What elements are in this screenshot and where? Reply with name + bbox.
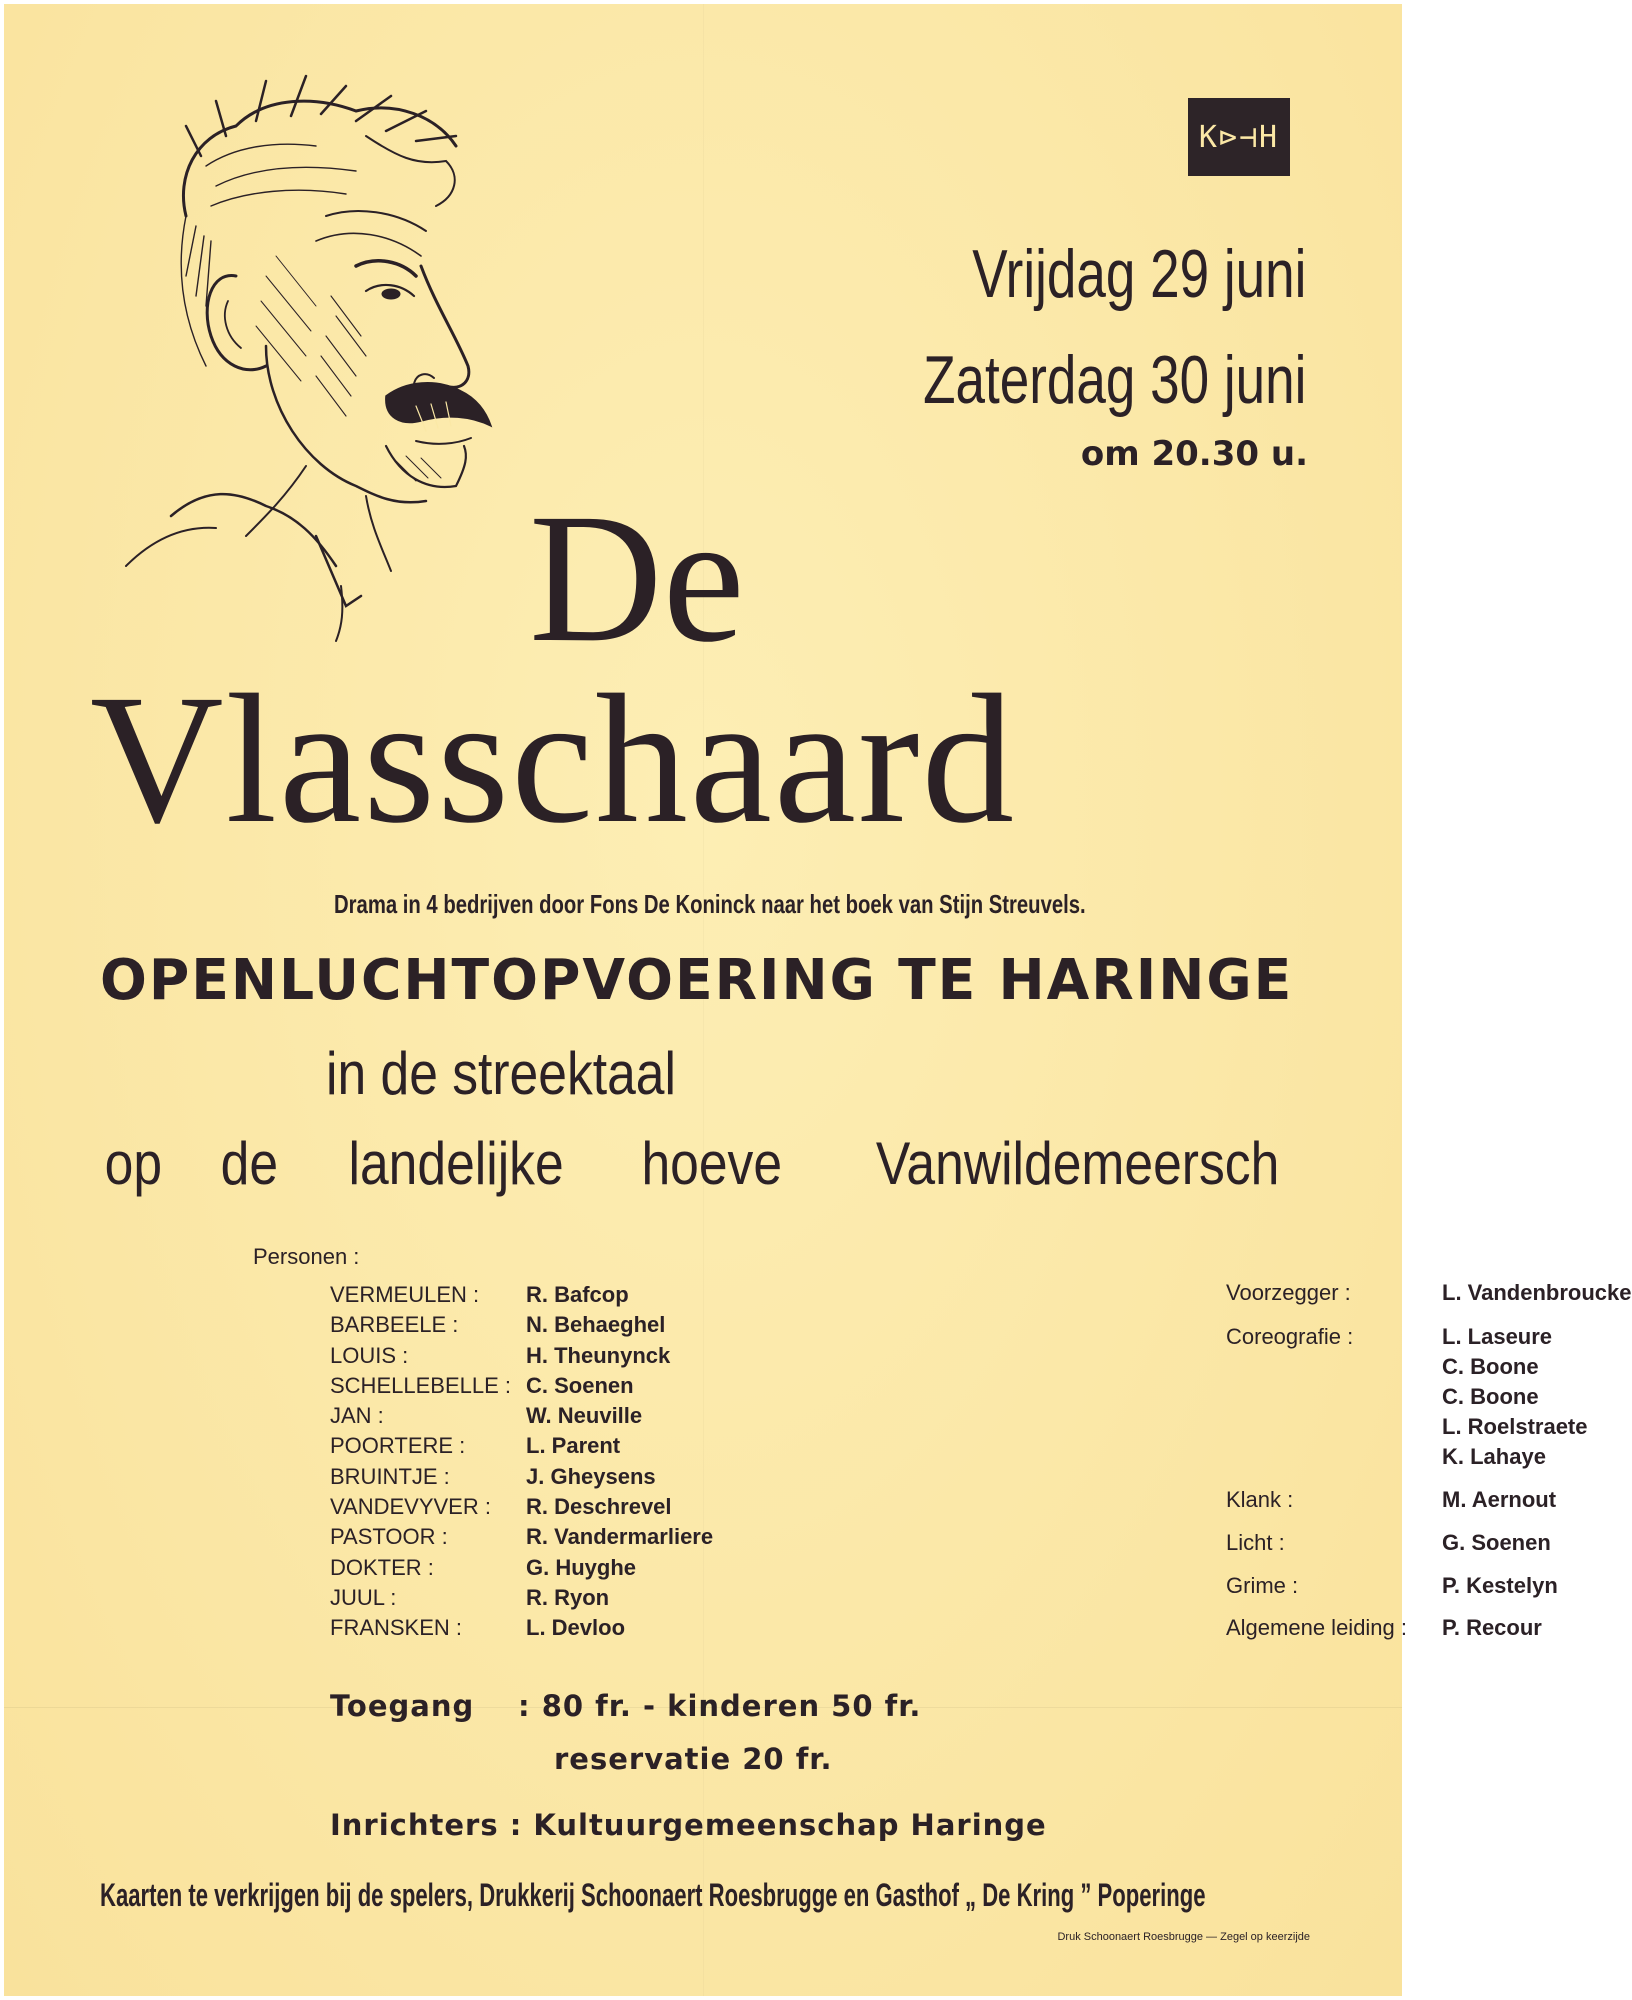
crew-coreografie-label: Coreografie :: [1226, 1324, 1354, 1349]
admission-price: : 80 fr. - kinderen 50 fr.: [518, 1689, 922, 1723]
cast-role: JAN :: [330, 1403, 384, 1429]
cast-actor: G. Huyghe: [526, 1554, 637, 1580]
cast-role: VERMEULEN :: [330, 1282, 480, 1307]
date-saturday: Zaterdag 30 juni: [922, 342, 1306, 418]
crew-voorzegger: L. Vandenbroucke: [1442, 1280, 1632, 1305]
theatre-logo: [1188, 98, 1290, 176]
location-word: hoeve: [641, 1130, 783, 1197]
crew-voorzegger-label: Voorzegger :: [1226, 1280, 1351, 1305]
cast-role: JUUL :: [330, 1584, 397, 1610]
cast-role: DOKTER :: [330, 1554, 434, 1580]
admission-label: Toegang: [330, 1689, 475, 1723]
crew-coreografie: L. Roelstraete: [1442, 1414, 1588, 1439]
cast-actor: H. Theunynck: [526, 1342, 671, 1368]
cast-role: VANDEVYVER :: [330, 1494, 491, 1520]
location-word: de: [220, 1130, 278, 1197]
location-word: landelijke: [348, 1130, 565, 1197]
crew-leiding-label: Algemene leiding :: [1226, 1615, 1408, 1640]
cast-actor: R. Deschrevel: [526, 1494, 672, 1520]
cast-label: Personen :: [253, 1244, 360, 1269]
crew-coreografie: C. Boone: [1442, 1384, 1539, 1409]
location-word: op: [104, 1130, 163, 1197]
cast-actor: L. Devloo: [526, 1615, 626, 1641]
crew-coreografie: C. Boone: [1442, 1354, 1539, 1379]
cast-actor: J. Gheysens: [526, 1463, 656, 1489]
logo-mark: K⊳⊣H: [1198, 119, 1280, 155]
location-word: Vanwildemeersch: [875, 1130, 1280, 1197]
crew-klank-label: Klank :: [1226, 1487, 1294, 1512]
cast-role: BRUINTJE :: [330, 1463, 450, 1489]
cast-actor: R. Bafcop: [526, 1282, 629, 1307]
ticket-info: Kaarten te verkrijgen bij de spelers, Drukkerij Schoonaert Roesbrugge en Gasthof „ De Kring ” Poperinge: [100, 1877, 1206, 1913]
crew-grime-label: Grime :: [1226, 1573, 1299, 1598]
cast-role: PASTOOR :: [330, 1524, 448, 1550]
crew-grime: P. Kestelyn: [1442, 1573, 1558, 1598]
headline: OPENLUCHTOPVOERING TE HARINGE: [100, 948, 1294, 1013]
cast-role: BARBEELE :: [330, 1312, 459, 1338]
cast-actor: C. Soenen: [526, 1372, 634, 1398]
cast-actor: N. Behaeghel: [526, 1312, 666, 1338]
crew-coreografie: K. Lahaye: [1442, 1444, 1546, 1469]
crew-licht-label: Licht :: [1226, 1530, 1285, 1555]
organizers: Inrichters : Kultuurgemeenschap Haringe: [330, 1808, 1047, 1842]
cast-role: POORTERE :: [330, 1433, 466, 1459]
poster: [4, 4, 1632, 1996]
printer-imprint: Druk Schoonaert Roesbrugge — Zegel op keerzijde: [1057, 1931, 1310, 1943]
cast-actor: L. Parent: [526, 1433, 621, 1459]
title-line-1: De: [529, 476, 745, 681]
cast-actor: W. Neuville: [526, 1403, 643, 1429]
show-time: om 20.30 u.: [1080, 434, 1308, 474]
title-line-2: Vlasschaard: [90, 657, 1017, 862]
cast-actor: R. Vandermarliere: [526, 1524, 714, 1550]
location-line-1: in de streektaal: [326, 1040, 676, 1107]
crew-leiding: P. Recour: [1442, 1615, 1542, 1640]
date-friday: Vrijdag 29 juni: [971, 236, 1306, 312]
drama-subtitle: Drama in 4 bedrijven door Fons De Koninck naar het boek van Stijn Streuvels.: [334, 889, 1086, 919]
cast-actor: R. Ryon: [526, 1584, 610, 1610]
location-line-2: [100, 1130, 1312, 1197]
admission-reservation: reservatie 20 fr.: [554, 1742, 833, 1776]
crew-licht: G. Soenen: [1442, 1530, 1551, 1555]
crew-coreografie: L. Laseure: [1442, 1324, 1553, 1349]
crew-klank: M. Aernout: [1442, 1487, 1557, 1512]
cast-role: SCHELLEBELLE :: [330, 1372, 511, 1398]
cast-role: FRANSKEN :: [330, 1615, 463, 1641]
cast-role: LOUIS :: [330, 1342, 409, 1368]
portrait-illustration: [116, 66, 536, 666]
